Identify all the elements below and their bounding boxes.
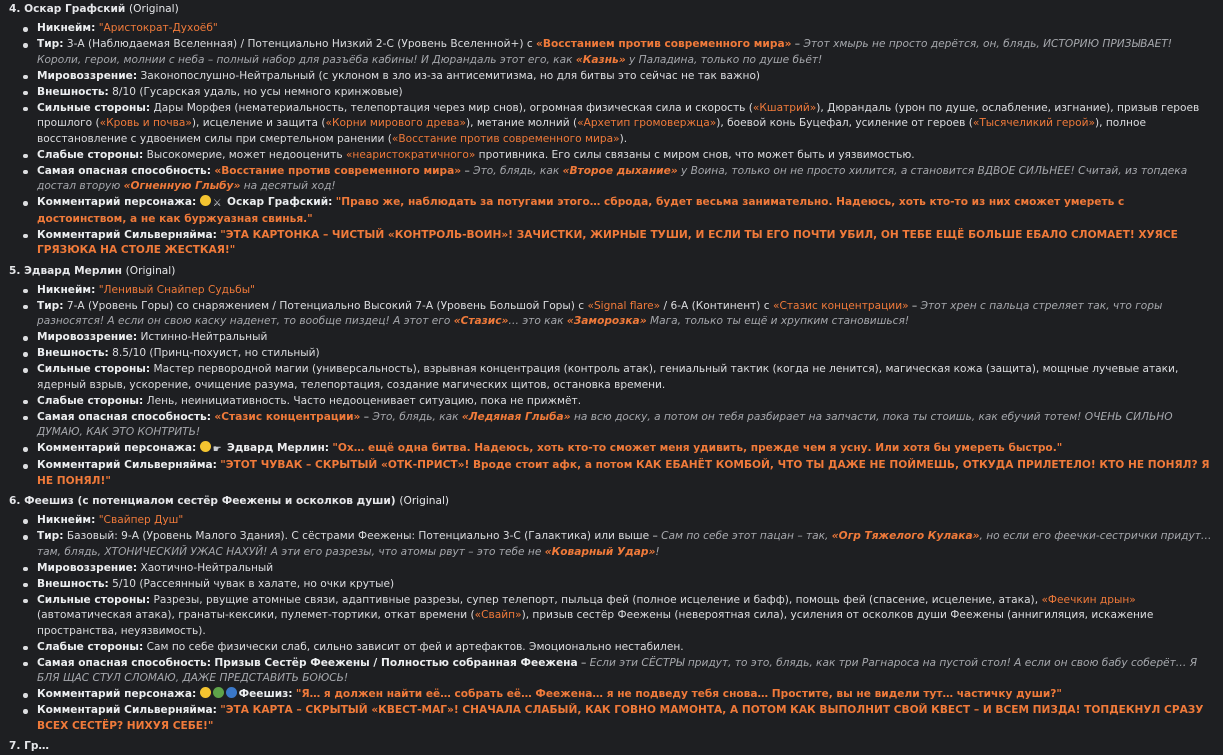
- nickname-item: Никнейм: "Свайпер Душ": [37, 513, 1215, 529]
- character-comment-item: Комментарий персонажа: Феешиз: "Я… я должен найти её… собрать её… Феежена… я не подведу тебя снова… Простите, вы не видели тут… частичку души?": [37, 687, 1215, 703]
- fairy-emoji-icon: [226, 687, 237, 698]
- nickname-item: Никнейм: "Ленивый Снайпер Судьбы": [37, 283, 1215, 299]
- appearance-item: Внешность: 5/10 (Рассеянный чувак в халате, но очки крутые): [37, 577, 1215, 593]
- appearance-item: Внешность: 8/10 (Гусарская удаль, но усы немного кринжовые): [37, 85, 1215, 101]
- crossed-swords-emoji-icon: ⚔: [212, 198, 222, 209]
- document-body: [0, 1, 1223, 755]
- weaknesses-item: Слабые стороны: Лень, неинициативность. Часто недооценивает ситуацию, пока не прижмёт.: [37, 394, 1215, 410]
- appearance-item: Внешность: 8.5/10 (Принц-похуист, но стильный): [37, 346, 1215, 362]
- face-emoji-icon: [200, 441, 211, 452]
- silvername-comment-item: Комментарий Сильверняйма: "ЭТОТ ЧУВАК – СКРЫТЫЙ «ОТК-ПРИСТ»! Вроде стоит афк, а потом КАК ЕБАНЁТ КОМБОЙ, ЧТО ТЫ ДАЖЕ НЕ ПОЙМЕШЬ, ОТКУДА ПРИЛЕТЕЛО! КТО НЕ ПОНЯЛ? Я НЕ ПОНЯЛ!": [37, 458, 1215, 489]
- entry-heading: 6. Феешиз (с потенциалом сестёр Феежены и осколков души) (Original): [9, 495, 450, 507]
- entry-list: [9, 513, 1215, 734]
- strengths-item: Сильные стороны: Разрезы, рвущие атомные связи, адаптивные разрезы, супер телепорт, пыльца фей (полное исцеление и бафф), помощь фей (спасение, исцеление, атака), «Феечкин дрын» (автоматическая атака), гранаты-кексики, пулемет-тортики, откат времени («Свайп»), призыв сестёр Феежены (невероятная сила), усиления от осколков души Феежены (аннигиляция, искажение пространства, неуязвимость).: [37, 593, 1215, 640]
- strengths-item: Сильные стороны: Мастер первородной магии (универсальность), взрывная концентрация (контроль атак), гениальный тактик (когда не ленится), магическая кожа (защита), мощные лучевые атаки, ядерный взрыв, ускорение, очищение разума, телепортация, создание магических щитов, остановка времени.: [37, 362, 1215, 393]
- dangerous-ability-item: Самая опасная способность: «Стазис концентрации» – Это, блядь, как «Ледяная Глыба» на всю доску, а потом он тебя разбирает на запчасти, пока ты стоишь, как ебучий тотем! ОЧЕНЬ СИЛЬНО ДУМАЮ, КАК ЭТО КОНТРИТЬ!: [37, 410, 1215, 441]
- dangerous-ability-item: Самая опасная способность: «Восстание против современного мира» – Это, блядь, как «Второе дыхание» у Воина, только он не просто хилится, а становится ВДВОЕ СИЛЬНЕЕ! Считай, из топдека достал вторую «Огненную Глыбу» на десятый ход!: [37, 164, 1215, 195]
- alignment-item: Мировоззрение: Законопослушно-Нейтральный (с уклоном в зло из-за антисемитизма, но для битвы это сейчас не так важно): [37, 69, 1215, 85]
- goggles-emoji-icon: [213, 687, 224, 698]
- pointing-hand-emoji-icon: ☛: [212, 444, 222, 455]
- tier-item: Тир: 7-А (Уровень Горы) со снаряжением / Потенциально Высокий 7-А (Уровень Большой Горы) с «Signal flare» / 6-А (Континент) с «Стазис концентрации» – Этот хрен с пальца стреляет так, что горы разносятся! А если он свою каску наденет, то вообще пиздец! А этот его «Стазис»… это как «Заморозка» Мага, только ты ещё и хрупким становишься!: [37, 299, 1215, 330]
- alignment-item: Мировоззрение: Истинно-Нейтральный: [37, 330, 1215, 346]
- weaknesses-item: Слабые стороны: Высокомерие, может недооценить «неаристократичного» противника. Его силы связаны с миром снов, что может быть и уязвимостью.: [37, 148, 1215, 164]
- tier-item: Тир: Базовый: 9-А (Уровень Малого Здания). С сёстрами Феежены: Потенциально 3-С (Галактика) или выше – Сам по себе этот пацан – так, «Огр Тяжелого Кулака», но если его феечки-сестрички придут… там, блядь, ХТОНИЧЕСКИЙ УЖАС НАХУЙ! А эти его разрезы, что атомы рвут – это тебе не «Коварный Удар»!: [37, 529, 1215, 560]
- alignment-item: Мировоззрение: Хаотично-Нейтральный: [37, 561, 1215, 577]
- entry-heading: 4. Оскар Графский (Original): [9, 3, 179, 15]
- entry-list: [9, 283, 1215, 490]
- entry-heading: 5. Эдвард Мерлин (Original): [9, 264, 176, 277]
- tier-item: Тир: 3-А (Наблюдаемая Вселенная) / Потенциально Низкий 2-С (Уровень Вселенной+) с «Восстанием против современного мира» – Этот хмырь не просто дерётся, он, блядь, ИСТОРИЮ ПРИЗЫВАЕТ! Короли, герои, молнии с неба – полный набор для разъёба кабины! И Дюрандаль этот его, как «Казнь» у Паладина, только по душе бьёт!: [37, 37, 1215, 68]
- weaknesses-item: Слабые стороны: Сам по себе физически слаб, сильно зависит от фей и артефактов. Эмоционально нестабилен.: [37, 640, 1215, 656]
- silvername-comment-item: Комментарий Сильверняйма: "ЭТА КАРТОНКА – ЧИСТЫЙ «КОНТРОЛЬ-ВОИН»! ЗАЧИСТКИ, ЖИРНЫЕ ТУШИ, И ЕСЛИ ТЫ ЕГО ПОЧТИ УБИЛ, ОН ТЕБЕ ЕЩЁ БОЛЬШЕ ЕБАЛО СЛОМАЕТ! ХУЯСЕ ГРЯЗЮКА НА СТОЛЕ ЖЕСТКАЯ!": [37, 228, 1215, 259]
- dangerous-ability-item: Самая опасная способность: Призыв Сестёр Феежены / Полностью собранная Феежена – Если эти СЁСТРЫ придут, то это, блядь, как три Рагнароса на пустой стол! А если он свою бабу соберёт… Я БЛЯ ЩАС СТУЛ СЛОМАЮ, ДАЖЕ ПРЕДСТАВИТЬ БОЮСЬ!: [37, 656, 1215, 687]
- face-emoji-icon: [200, 195, 211, 206]
- character-comment-item: Комментарий персонажа: ⚔ Оскар Графский: "Право же, наблюдать за потугами этого… сброда, будет весьма занимательно. Надеюсь, хоть кто-то из них сможет умереть с достоинством, а не как буржуазная свинья.": [37, 195, 1215, 227]
- entry-list: [9, 21, 1215, 259]
- nickname-item: Никнейм: "Аристократ-Духоёб": [37, 21, 1215, 37]
- strengths-item: Сильные стороны: Дары Морфея (нематериальность, телепортация через мир снов), огромная физическая сила и скорость («Кшатрий»), Дюрандаль (урон по душе, ослабление, изгнание), призыв героев прошлого («Кровь и почва»), исцеление и защита («Корни мирового древа»), метание молний («Архетип громовержца»), боевой конь Буцефал, усиление от героев («Тысячеликий герой»), полное восстановление с удвоением силы при смертельном ранении («Восстание против современного мира»).: [37, 101, 1215, 148]
- character-comment-item: Комментарий персонажа: ☛ Эдвард Мерлин: "Ох… ещё одна битва. Надеюсь, хоть кто-то сможет меня удивить, прежде чем я усну. Или хотя бы умереть быстро.": [37, 441, 1215, 458]
- silvername-comment-item: Комментарий Сильверняйма: "ЭТА КАРТА – СКРЫТЫЙ «КВЕСТ-МАГ»! СНАЧАЛА СЛАБЫЙ, КАК ГОВНО МАМОНТА, А ПОТОМ КАК ВЫПОЛНИТ СВОЙ КВЕСТ – И ВСЕМ ПИЗДА! ТОПДЕКНУЛ СРАЗУ ВСЕХ СЕСТЁР? НИХУЯ СЕБЕ!": [37, 703, 1215, 734]
- next-entry-heading-partial: 7. Гр…: [9, 740, 50, 752]
- face-emoji-icon: [200, 687, 211, 698]
